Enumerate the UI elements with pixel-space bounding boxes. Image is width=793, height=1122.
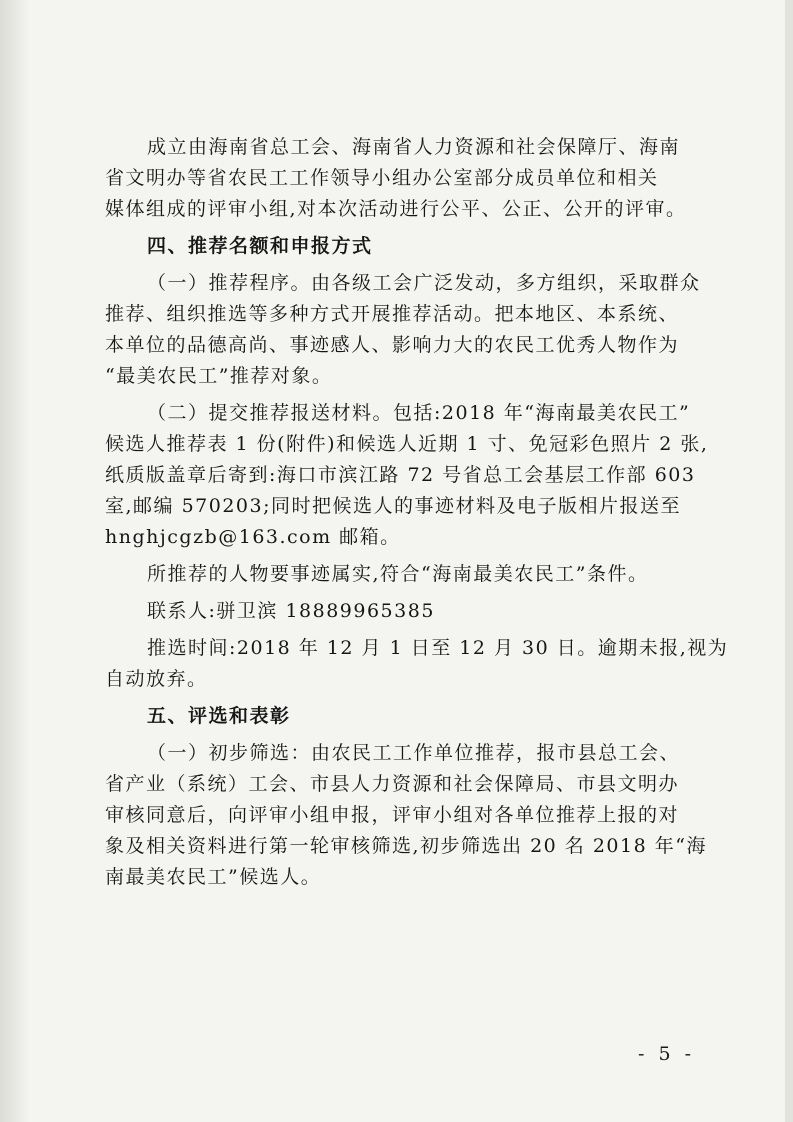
section-heading-4: 四、推荐名额和申报方式 <box>147 235 373 257</box>
paragraph-authenticity <box>105 559 700 590</box>
text-line: 省文明办等省农民工工作领导小组办公室部分成员单位和相关 <box>105 167 659 189</box>
text-line: 媒体组成的评审小组,对本次活动进行公平、公正、公开的评审。 <box>105 198 687 220</box>
text-line: 纸质版盖章后寄到:海口市滨江路 72 号省总工会基层工作部 603 <box>105 464 696 486</box>
section-heading-5: 五、评选和表彰 <box>147 705 291 727</box>
text-line: 审核同意后，向评审小组申报，评审小组对各单位推荐上报的对 <box>105 804 680 826</box>
paragraph-recommendation-procedure <box>105 268 700 392</box>
text-line: 所推荐的人物要事迹属实,符合“海南最美农民工”条件。 <box>147 563 649 585</box>
contact-text: 联系人:骈卫滨 18889965385 <box>147 600 435 622</box>
text-line: 省产业（系统）工会、市县人力资源和社会保障局、市县文明办 <box>105 773 680 795</box>
text-line: 成立由海南省总工会、海南省人力资源和社会保障厅、海南 <box>147 136 681 158</box>
text-line: 推选时间:2018 年 12 月 1 日至 12 月 30 日。逾期未报,视为 <box>147 637 729 659</box>
paragraph-initial-screening <box>105 738 707 893</box>
text-line: 候选人推荐表 1 份(附件)和候选人近期 1 寸、免冠彩色照片 2 张, <box>105 433 709 455</box>
paragraph-submission-materials <box>105 398 709 553</box>
paragraph-selection-period <box>105 633 729 695</box>
document-body <box>105 132 729 899</box>
text-line: 南最美农民工”候选人。 <box>105 866 322 888</box>
paragraph-review-panel <box>105 132 700 225</box>
page-number: - 5 - <box>638 1043 696 1065</box>
text-line: （二）提交推荐报送材料。包括:2018 年“海南最美农民工” <box>147 402 691 424</box>
text-line: 象及相关资料进行第一轮审核筛选,初步筛选出 20 名 2018 年“海 <box>105 835 707 857</box>
email-text: hnghjcgzb@163.com 邮箱。 <box>105 526 401 548</box>
paragraph-contact <box>105 596 700 627</box>
text-line: （一）推荐程序。由各级工会广泛发动，多方组织，采取群众 <box>147 272 701 294</box>
text-line: （一）初步筛选：由农民工工作单位推荐，报市县总工会、 <box>147 742 681 764</box>
text-line: 室,邮编 570203;同时把候选人的事迹材料及电子版相片报送至 <box>105 495 682 517</box>
text-line: 本单位的品德高尚、事迹感人、影响力大的农民工优秀人物作为 <box>105 334 680 356</box>
text-line: 推荐、组织推选等多种方式开展推荐活动。把本地区、本系统、 <box>105 303 680 325</box>
text-line: 自动放弃。 <box>105 668 208 690</box>
text-line: “最美农民工”推荐对象。 <box>105 365 333 387</box>
